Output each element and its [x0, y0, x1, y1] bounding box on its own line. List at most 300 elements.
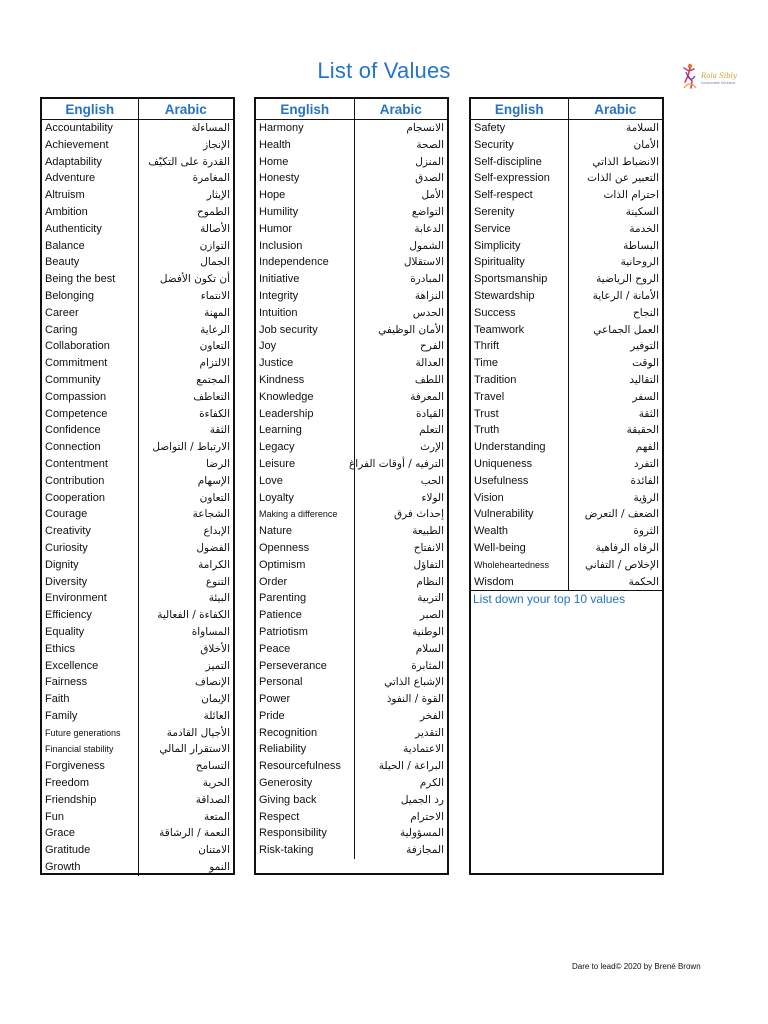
value-english: Wisdom [474, 575, 514, 588]
value-english: Pride [259, 709, 285, 722]
value-arabic: التفاؤل [354, 557, 447, 574]
table-row [471, 120, 662, 137]
values-table-1 [40, 97, 235, 875]
value-arabic: الرفاه الرفاهية [568, 540, 662, 557]
table-row [256, 204, 447, 221]
value-english: Balance [45, 239, 85, 252]
table-row [42, 288, 233, 305]
value-english: Belonging [45, 289, 94, 302]
value-english: Compassion [45, 390, 107, 403]
table-row [42, 809, 233, 826]
table-row [256, 372, 447, 389]
value-english: Grace [45, 827, 75, 840]
table-row [42, 624, 233, 641]
value-english: Creativity [45, 525, 91, 538]
value-english: Understanding [474, 441, 546, 454]
value-english: Openness [259, 541, 310, 554]
value-english: Courage [45, 508, 88, 521]
value-arabic: الاعتمادية [354, 741, 447, 758]
table-row [42, 775, 233, 792]
value-english: Serenity [474, 205, 515, 218]
value-arabic: الإنصاف [138, 674, 233, 691]
table-row [42, 859, 233, 876]
value-arabic: أن تكون الأفضل [138, 271, 233, 288]
value-arabic: الضعف / التعرض [568, 506, 662, 523]
table-row [256, 338, 447, 355]
table-row [256, 271, 447, 288]
value-arabic: المبادرة [354, 271, 447, 288]
value-arabic: المسؤولية [354, 825, 447, 842]
english-header: English [256, 99, 354, 120]
value-arabic: الروحانية [568, 254, 662, 271]
value-arabic: الطموح [138, 204, 233, 221]
value-english: Love [259, 474, 283, 487]
value-english: Curiosity [45, 541, 88, 554]
table-row [42, 154, 233, 171]
value-english: Competence [45, 407, 108, 420]
value-arabic: الارتباط / التواصل [138, 439, 233, 456]
value-english: Faith [45, 693, 70, 706]
value-english: Gratitude [45, 844, 91, 857]
table-row [256, 422, 447, 439]
value-english: Giving back [259, 793, 317, 806]
value-english: Making a difference [259, 509, 338, 520]
table-row [42, 506, 233, 523]
table-row [471, 574, 662, 591]
value-arabic: السلامة [568, 120, 662, 137]
value-arabic: الأمان [568, 137, 662, 154]
table-row [256, 557, 447, 574]
value-arabic: التوازن [138, 238, 233, 255]
value-arabic: التواضع [354, 204, 447, 221]
table-row [42, 204, 233, 221]
table-row [471, 506, 662, 523]
value-arabic: النظام [354, 574, 447, 591]
value-arabic: الأمل [354, 187, 447, 204]
table-row [42, 389, 233, 406]
value-english: Responsibility [259, 827, 327, 840]
value-arabic: الثقة [138, 422, 233, 439]
top-values-prompt: List down your top 10 values [473, 592, 626, 606]
value-english: Beauty [45, 256, 80, 269]
value-arabic: الشجاعة [138, 506, 233, 523]
value-arabic: التعاطف [138, 389, 233, 406]
value-arabic: العمل الجماعي [568, 322, 662, 339]
value-arabic: إحداث فرق [354, 506, 447, 523]
value-arabic: الأخلاق [138, 641, 233, 658]
value-arabic: الإيمان [138, 691, 233, 708]
table-row [42, 658, 233, 675]
table-row [471, 422, 662, 439]
value-arabic: الإشباع الذاتي [354, 674, 447, 691]
value-english: Spirituality [474, 256, 525, 269]
table-row [256, 758, 447, 775]
value-arabic: المساواة [138, 624, 233, 641]
value-english: Excellence [45, 659, 99, 672]
value-arabic: السفر [568, 389, 662, 406]
table-row [256, 120, 447, 137]
value-english: Self-respect [474, 189, 533, 202]
value-english: Travel [474, 390, 505, 403]
value-arabic: الإيثار [138, 187, 233, 204]
value-english: Learning [259, 424, 302, 437]
value-english: Risk-taking [259, 844, 314, 857]
table-row [42, 120, 233, 137]
value-english: Legacy [259, 441, 295, 454]
value-english: Authenticity [45, 222, 102, 235]
value-arabic: الصبر [354, 607, 447, 624]
value-english: Family [45, 709, 78, 722]
value-arabic: الحقيقة [568, 422, 662, 439]
table-row [256, 473, 447, 490]
value-english: Success [474, 306, 516, 319]
value-arabic: الصحة [354, 137, 447, 154]
value-arabic: التربية [354, 590, 447, 607]
value-arabic: التسامح [138, 758, 233, 775]
value-arabic: الانسجام [354, 120, 447, 137]
table-row [42, 674, 233, 691]
value-arabic: الحكمة [568, 574, 662, 591]
value-arabic: الثقة [568, 406, 662, 423]
logo [681, 62, 737, 100]
table-row [471, 557, 662, 574]
value-arabic: السلام [354, 641, 447, 658]
value-arabic: النجاح [568, 305, 662, 322]
value-english: Thrift [474, 340, 500, 353]
value-arabic: المتعة [138, 809, 233, 826]
table-row [471, 305, 662, 322]
table-row [256, 590, 447, 607]
value-arabic: الأجيال القادمة [138, 725, 233, 742]
value-english: Connection [45, 441, 101, 454]
table-row [256, 221, 447, 238]
value-english: Adventure [45, 172, 96, 185]
value-arabic: احترام الذات [568, 187, 662, 204]
table-row [256, 842, 447, 859]
value-english: Wholeheartedness [474, 559, 550, 570]
logo-text: Rola Sibly [701, 72, 737, 80]
value-arabic: العائلة [138, 708, 233, 725]
value-english: Fairness [45, 676, 88, 689]
value-english: Caring [45, 323, 78, 336]
value-english: Environment [45, 592, 107, 605]
value-arabic: القدرة على التكيّف [138, 154, 233, 171]
value-english: Optimism [259, 558, 306, 571]
value-english: Adaptability [45, 155, 102, 168]
value-arabic: الانتماء [138, 288, 233, 305]
value-english: Honesty [259, 172, 300, 185]
value-english: Home [259, 155, 289, 168]
table-row [256, 170, 447, 187]
table-row [256, 322, 447, 339]
table-row [256, 305, 447, 322]
table-row [42, 590, 233, 607]
copyright-footer: Dare to lead© 2020 by Brené Brown [572, 962, 701, 971]
value-arabic: الإرث [354, 439, 447, 456]
value-english: Future generations [45, 727, 121, 738]
value-arabic: الإخلاص / التفاني [568, 557, 662, 574]
value-english: Time [474, 357, 499, 370]
table-row [42, 305, 233, 322]
table-row [256, 741, 447, 758]
value-arabic: التقاليد [568, 372, 662, 389]
value-english: Self-discipline [474, 155, 542, 168]
value-arabic: المساءلة [138, 120, 233, 137]
table-row [471, 338, 662, 355]
table-row [256, 540, 447, 557]
table-row [471, 439, 662, 456]
table-row [42, 792, 233, 809]
table-row [471, 288, 662, 305]
value-english: Achievement [45, 138, 109, 151]
table-row [471, 204, 662, 221]
value-english: Efficiency [45, 609, 92, 622]
value-arabic: الاستقرار المالي [138, 741, 233, 758]
value-arabic: التعاون [138, 490, 233, 507]
value-english: Respect [259, 810, 300, 823]
value-english: Self-expression [474, 172, 550, 185]
value-arabic: المنزل [354, 154, 447, 171]
value-english: Vulnerability [474, 508, 534, 521]
value-arabic: المثابرة [354, 658, 447, 675]
value-english: Justice [259, 357, 294, 370]
value-english: Humor [259, 222, 293, 235]
value-english: Hope [259, 189, 286, 202]
value-english: Joy [259, 340, 277, 353]
value-english: Inclusion [259, 239, 303, 252]
value-english: Career [45, 306, 79, 319]
table-row [42, 574, 233, 591]
value-arabic: الاستقلال [354, 254, 447, 271]
value-english: Power [259, 693, 291, 706]
value-arabic: الولاء [354, 490, 447, 507]
table-row [42, 439, 233, 456]
value-english: Commitment [45, 357, 108, 370]
table-row [42, 221, 233, 238]
value-arabic: الاحترام [354, 809, 447, 826]
table-row [42, 842, 233, 859]
table-row [471, 154, 662, 171]
value-english: Forgiveness [45, 760, 105, 773]
value-arabic: الكفاءة / الفعالية [138, 607, 233, 624]
value-english: Wealth [474, 525, 509, 538]
value-arabic: البيئة [138, 590, 233, 607]
value-arabic: الإنجاز [138, 137, 233, 154]
value-english: Leadership [259, 407, 314, 420]
value-arabic: الوقت [568, 355, 662, 372]
table-row [42, 641, 233, 658]
value-english: Being the best [45, 273, 116, 286]
table-row [471, 271, 662, 288]
value-english: Dignity [45, 558, 79, 571]
arabic-header: Arabic [354, 99, 447, 120]
value-arabic: التوفير [568, 338, 662, 355]
table-row [42, 254, 233, 271]
value-arabic: الانفتاح [354, 540, 447, 557]
value-arabic: الأصالة [138, 221, 233, 238]
arabic-header: Arabic [138, 99, 233, 120]
value-arabic: الأمانة / الرعاية [568, 288, 662, 305]
value-arabic: الحب [354, 473, 447, 490]
table-row [42, 355, 233, 372]
value-english: Security [474, 138, 514, 151]
value-english: Trust [474, 407, 499, 420]
table-row [471, 540, 662, 557]
table-row [256, 825, 447, 842]
value-arabic: الفائدة [568, 473, 662, 490]
value-english: Collaboration [45, 340, 110, 353]
value-english: Diversity [45, 575, 88, 588]
table-row [256, 506, 447, 523]
value-english: Financial stability [45, 744, 114, 755]
table-row [42, 372, 233, 389]
value-arabic: السكينة [568, 204, 662, 221]
value-arabic: التعاون [138, 338, 233, 355]
value-arabic: المهنة [138, 305, 233, 322]
value-english: Equality [45, 625, 85, 638]
value-english: Altruism [45, 189, 85, 202]
value-arabic: الوطنية [354, 624, 447, 641]
value-english: Service [474, 222, 511, 235]
table-row [256, 658, 447, 675]
value-english: Confidence [45, 424, 101, 437]
value-english: Generosity [259, 777, 313, 790]
dancer-logo-icon [681, 62, 737, 100]
value-arabic: الإبداع [138, 523, 233, 540]
value-arabic: الفرح [354, 338, 447, 355]
table-row [42, 271, 233, 288]
value-arabic: البراعة / الحيلة [354, 758, 447, 775]
value-arabic: التميز [138, 658, 233, 675]
value-english: Integrity [259, 289, 299, 302]
value-arabic: النزاهة [354, 288, 447, 305]
table-row [471, 406, 662, 423]
value-english: Cooperation [45, 491, 105, 504]
table-row [471, 355, 662, 372]
table-row [471, 221, 662, 238]
table-row [256, 238, 447, 255]
value-arabic: الرعاية [138, 322, 233, 339]
value-arabic: الكرامة [138, 557, 233, 574]
value-arabic: المجازفة [354, 842, 447, 859]
table-row [42, 825, 233, 842]
table-row [42, 490, 233, 507]
table-row [42, 741, 233, 758]
value-arabic: المغامرة [138, 170, 233, 187]
value-arabic: الطبيعة [354, 523, 447, 540]
table-row [471, 490, 662, 507]
table-row [471, 137, 662, 154]
value-arabic: الالتزام [138, 355, 233, 372]
value-arabic: رد الجميل [354, 792, 447, 809]
value-english: Resourcefulness [259, 760, 341, 773]
value-english: Ethics [45, 642, 75, 655]
value-arabic: التنوع [138, 574, 233, 591]
value-english: Peace [259, 642, 291, 655]
value-english: Contentment [45, 457, 108, 470]
table-row [42, 708, 233, 725]
value-arabic: النمو [138, 859, 233, 876]
value-english: Usefulness [474, 474, 529, 487]
value-arabic: التعلم [354, 422, 447, 439]
table-row [256, 574, 447, 591]
value-arabic: الشمول [354, 238, 447, 255]
table-row [42, 422, 233, 439]
value-arabic: العدالة [354, 355, 447, 372]
values-table-3 [469, 97, 664, 875]
value-english: Simplicity [474, 239, 521, 252]
value-english: Well-being [474, 541, 526, 554]
value-arabic: الكفاءة [138, 406, 233, 423]
value-english: Initiative [259, 273, 300, 286]
table-row [42, 557, 233, 574]
value-english: Friendship [45, 793, 97, 806]
value-english: Patriotism [259, 625, 308, 638]
value-english: Harmony [259, 122, 304, 134]
value-english: Safety [474, 122, 506, 134]
table-row [42, 523, 233, 540]
table-row [42, 758, 233, 775]
table-row [42, 137, 233, 154]
value-arabic: الصداقة [138, 792, 233, 809]
table-row [256, 725, 447, 742]
english-header: English [42, 99, 138, 120]
value-arabic: المجتمع [138, 372, 233, 389]
value-arabic: الجمال [138, 254, 233, 271]
table-row [42, 406, 233, 423]
value-english: Recognition [259, 726, 318, 739]
value-arabic: المعرفة [354, 389, 447, 406]
value-english: Truth [474, 424, 500, 437]
table-row [256, 691, 447, 708]
table-row [42, 238, 233, 255]
table-row [256, 154, 447, 171]
value-arabic: اللطف [354, 372, 447, 389]
value-arabic: الإسهام [138, 473, 233, 490]
table-row [471, 372, 662, 389]
table-row [42, 187, 233, 204]
value-english: Tradition [474, 373, 517, 386]
table-row [471, 254, 662, 271]
value-english: Fun [45, 810, 64, 823]
table-row [256, 792, 447, 809]
value-arabic: الكرم [354, 775, 447, 792]
value-english: Freedom [45, 777, 90, 790]
value-arabic: التفرد [568, 456, 662, 473]
table-row [256, 187, 447, 204]
value-english: Independence [259, 256, 329, 269]
value-english: Perseverance [259, 659, 327, 672]
table-row [256, 389, 447, 406]
table-row [256, 708, 447, 725]
table-row [42, 170, 233, 187]
table-row [42, 691, 233, 708]
table-row [471, 187, 662, 204]
value-arabic: الصدق [354, 170, 447, 187]
value-english: Ambition [45, 205, 88, 218]
value-arabic: الحرية [138, 775, 233, 792]
value-arabic: الثروة [568, 523, 662, 540]
table-row [42, 473, 233, 490]
table-row [256, 674, 447, 691]
value-english: Personal [259, 676, 303, 689]
table-row [256, 456, 447, 473]
value-arabic: التقدير [354, 725, 447, 742]
value-english: Contribution [45, 474, 105, 487]
table-row [256, 355, 447, 372]
value-arabic: الامتنان [138, 842, 233, 859]
table-row [256, 406, 447, 423]
